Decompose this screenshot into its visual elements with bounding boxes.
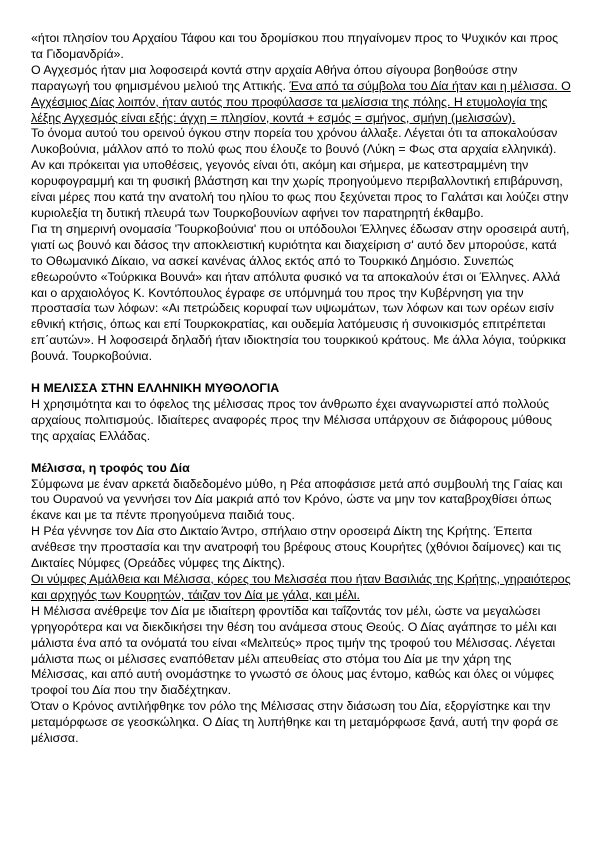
paragraph-amaltheia-melissa: Οι νύμφες Αμάλθεια και Μέλισσα, κόρες του Μελισσέα που ήταν Βασιλιάς της Κρήτης, γηραιότερος και αρχηγός των Κουρητών, τάιζαν τον Δία με γάλα, και μέλι.	[31, 572, 571, 602]
paragraph-tourkovounia: Για τη σημερινή ονομασία 'Τουρκοβούνια' που οι υπόδουλοι Έλληνες έδωσαν στην οροσειρά αυτή, γιατί ως βουνό και δάσος την αποκλειστική κυριότητα και διαχείριση σ' αυτό δεν μπορούσε, κατά το Οθωμανικό Δίκαιο, να ασκεί κανένας άλλος εκτός από το Τουρκικό Δημόσιο. Συνεπώς εθεωρούντο «Τούρκικα Βουνά» και ήταν απόλυτα φυσικό να τα αποκαλούν έτσι οι Έλληνες. Αλλά και ο αρχαιολόγος Κ. Κοντόπουλος έγραφε σε υπόμνημά του προς την Κυβέρνηση για την προστασία των λόφων: «Αι πετρώδεις κορυφαί των υψωμάτων, των λόφων και των ορέων εισίν εθνική κτήσις, όπως και επί Τουρκοκρατίας, και ουδεμία λατόμευσις ή συνοικισμός επιτρέπεται επ΄αυτών». Η λοφοσειρά δηλαδή ήταν ιδιοκτησία του τουρκικού κράτους. Με άλλα λόγια, τούρκικα βουνά. Τουρκοβούνια.	[31, 221, 570, 364]
paragraph-agchesmos	[31, 63, 571, 127]
spacer	[31, 445, 571, 461]
paragraph-kronos-transformation: Όταν ο Κρόνος αντιλήφθηκε τον ρόλο της Μέλισσας στην διάσωση του Δία, εξοργίστηκε και την μεταμόρφωσε σε γεοσκώληκα. Ο Δίας τη λυπήθηκε και τη μεταμόρφωσε ξανά, αυτή την φορά σε μέλισσα.	[31, 699, 559, 746]
paragraph-lykovounia: Το όνομα αυτού του ορεινού όγκου στην πορεία του χρόνου άλλαξε. Λέγεται ότι τα αποκαλούσαν Λυκοβούνια, μάλλον από το πολύ φως που έλουζε το βουνό (Λύκη = Φως στα αρχαία ελληνικά). Αν και πρόκειται για υποθέσεις, γεγονός είναι ότι, ακόμη και σήμερα, με κατεστραμμένη την κορυφογραμμή και τη φυσική βλάστηση και την χωρίς προηγούμενο περιβαλλοντική επιβάρυνση, είναι μέρες που κατά την ανατολή του ηλίου το φως που ξεχύνεται προς το Γαλάτσι και λούζει στην κυριολεξία τη δυτική πλευρά των Τουρκοβουνίων αφήνει τον παρατηρητή έκθαμβο.	[31, 126, 569, 220]
agchesmos-text: Ο Αγχεσμός ήταν μια λοφοσειρά κοντά στην αρχαία Αθήνα όπου σίγουρα βοηθούσε στην παραγωγή του φημισμένου μελιού της Αττικής.	[31, 62, 518, 93]
paragraph-melissa-nurse: Η Μέλισσα ανέθρεψε τον Δία με ιδιαίτερη φροντίδα και ταΐζοντάς τον μέλι, ώστε να μεγαλώσει γρηγορότερα και να διεκδικήσει την θέση του ανάμεσα στους Θεούς. Ο Δίας αγάπησε το μέλι και μάλιστα ένα από τα ονόματά του είναι «Μελιτεύς» προς τιμήν της τροφού του Μέλισσας. Λέγεται μάλιστα πως οι μέλισσες εναπόθεταν μέλι απευθείας στο στόμα του Δία με την χάρη της Μέλισσας, και από αυτή ονομάστηκε το γνωστό σε όλους μας έντομο, καθώς και όλες οι νύμφες τροφοί του Δία που την διαδέχτηκαν.	[31, 603, 557, 698]
paragraph-quote-location: «ήτοι πλησίον του Αρχαίου Τάφου και του δρομίσκου που πηγαίνομεν προς το Ψυχικόν και προς τα Γιδομανδρίά».	[31, 31, 559, 61]
paragraph-rea-myth: Σύμφωνα με έναν αρκετά διαδεδομένο μύθο, η Ρέα αποφάσισε μετά από συμβουλή της Γαίας και του Ουρανού να γεννήσει τον Δία μακριά από τον Κρόνο, ώστε να μην τον καταβροχθίσει όπως έκανε και με τα πέντε προηγούμενα παιδιά τους.	[31, 476, 563, 523]
spacer	[31, 365, 571, 381]
agchesmos-underlined-text: Ένα από τα σύμβολα του Δία ήταν και η μέλισσα. Ο Αγχέσμιος Δίας λοιπόν, ήταν αυτός που προφύλασσε τα μελίσσια της πόλης. Η ετυμολογία της λέξης Αγχεσμός είναι εξής: άγχη = πλησίον, κοντά + εσμός = σμήνος, σμήνη (μελισσών).	[31, 78, 571, 125]
section-heading-melissa: Μέλισσα, η τροφός του Δία	[31, 460, 190, 475]
paragraph-diktaio-antro: Η Ρέα γέννησε τον Δία στο Δικταίο Άντρο, σπήλαιο στην οροσειρά Δίκτη της Κρήτης. Έπειτα ανέθεσε την προστασία και την ανατροφή του βρέφους στους Κουρήτες (χθόνιοι δαίμονες) και τις Δικταίες Νύμφες (Ορεάδες νύμφες της Δίκτης).	[31, 524, 562, 571]
section-heading-mythology: Η ΜΕΛΙΣΣΑ ΣΤΗΝ ΕΛΛΗΝΙΚΗ ΜΥΘΟΛΟΓΙΑ	[31, 381, 280, 396]
paragraph-mythology-intro: Η χρησιμότητα και το όφελος της μέλισσας προς τον άνθρωπο έχει αναγνωριστεί από πολλούς αρχαίους πολιτισμούς. Ιδιαίτερες αναφορές προς την Μέλισσα υπάρχουν σε διάφορους μύθους της αρχαίας Ελλάδας.	[31, 396, 552, 443]
